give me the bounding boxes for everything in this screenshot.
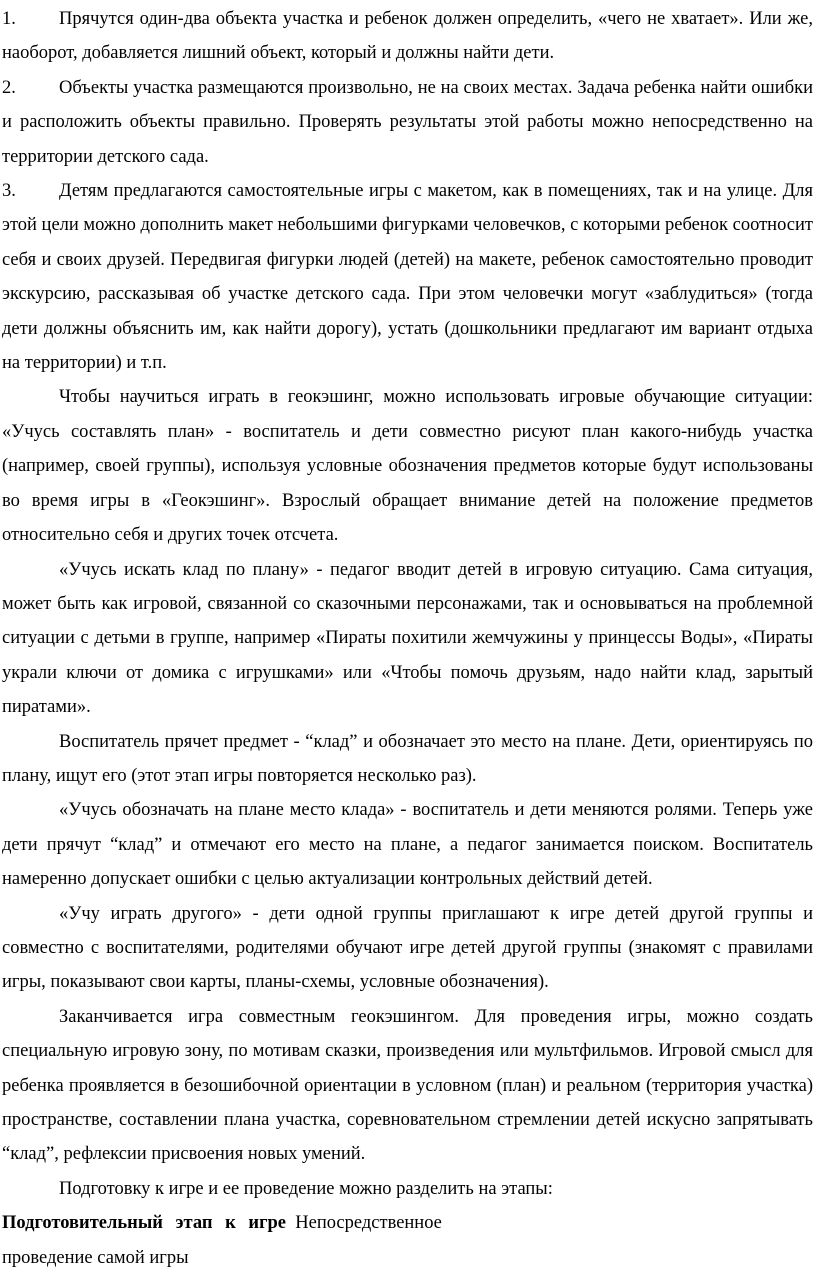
stage-next-start: Непосредственное xyxy=(295,1213,442,1234)
list-item-text: Прячутся один-два объекта участка и ребенок должен определить, «чего не хватает». Или же, наоборот, добавляется лишний объект, который и должны найти дети. xyxy=(2,9,813,64)
paragraph-geocaching-intro: Чтобы научиться играть в геокэшинг, можно использовать игровые обучающие ситуации: «Учусь составлять план» - воспитатель и дети совместно рисуют план какого-нибудь участка (например, своей группы), используя условные обозначения предметов которые будут использованы во время игры в «Геокэшинг». Взрослый обращает внимание детей на положение предметов относительно себя и других точек отсчета. xyxy=(2,387,813,546)
paragraph-teach-other: «Учу играть другого» - дети одной группы приглашают к игре детей другой группы и совместно с воспитателями, родителями обучают игре детей другой группы (знакомят с правилами игры, показывают свои карты, планы-схемы, условные обозначения). xyxy=(2,903,813,993)
list-number: 2. xyxy=(2,77,16,98)
paragraph-stages-intro: Подготовку к игре и ее проведение можно разделить на этапы: xyxy=(59,1178,553,1199)
paragraph-conclusion: Заканчивается игра совместным геокэшингом. Для проведения игры, можно создать специальную игровую зону, по мотивам сказки, произведения или мультфильмов. Игровой смысл для ребенка проявляется в безошибочной ориентации в условном (план) и реальном (территория участка) пространстве, составлении плана участка, соревновательном стремлении детей искусно запрятывать “клад”, рефлексии присвоения новых умений. xyxy=(2,1006,813,1165)
paragraph-treasure-search: «Учусь искать клад по плану» - педагог вводит детей в игровую ситуацию. Сама ситуация, может быть как игровой, связанной со сказочными персонажами, так и основываться на проблемной ситуации с детьми в группе, например «Пираты похитили жемчужины у принцессы Воды», «Пираты украли ключи от домика с игрушками» или «Чтобы помочь друзьям, надо найти клад, зарытый пиратами». xyxy=(2,559,813,718)
stages-line xyxy=(2,1206,813,1240)
stages-line-2 xyxy=(2,1241,813,1275)
stage-next-end: проведение самой игры xyxy=(2,1247,189,1268)
list-item-3 xyxy=(2,174,813,380)
list-number: 3. xyxy=(2,181,16,202)
stage-title: Подготовительный этап к игре xyxy=(2,1213,286,1234)
list-number: 1. xyxy=(2,9,16,29)
paragraph-teacher-hides: Воспитатель прячет предмет - “клад” и обозначает это место на плане. Дети, ориентируясь по плану, ищут его (этот этап игры повторяется несколько раз). xyxy=(2,731,813,786)
list-item-text: Объекты участка размещаются произвольно, не на своих местах. Задача ребенка найти ошибки и расположить объекты правильно. Проверять результаты этой работы можно непосредственно на территории детского сада. xyxy=(2,77,813,167)
list-item-text: Детям предлагаются самостоятельные игры с макетом, как в помещениях, так и на улице. Для этой цели можно дополнить макет небольшими фигурками человечков, с которыми ребенок соотносит себя и своих друзей. Передвигая фигурки людей (детей) на макете, ребенок самостоятельно проводит экскурсию, рассказывая об участке детского сада. При этом человечки могут «заблудиться» (тогда дети должны объяснить им, как найти дорогу), устать (дошкольники предлагают им вариант отдыха на территории) и т.п. xyxy=(2,181,813,374)
paragraph-mark-place: «Учусь обозначать на плане место клада» - воспитатель и дети меняются ролями. Теперь уже дети прячут “клад” и отмечают его место на плане, а педагог занимается поиском. Воспитатель намеренно допускает ошибки с целью актуализации контрольных действий детей. xyxy=(2,800,813,890)
list-item-1 xyxy=(2,2,813,71)
list-item-2 xyxy=(2,71,813,174)
